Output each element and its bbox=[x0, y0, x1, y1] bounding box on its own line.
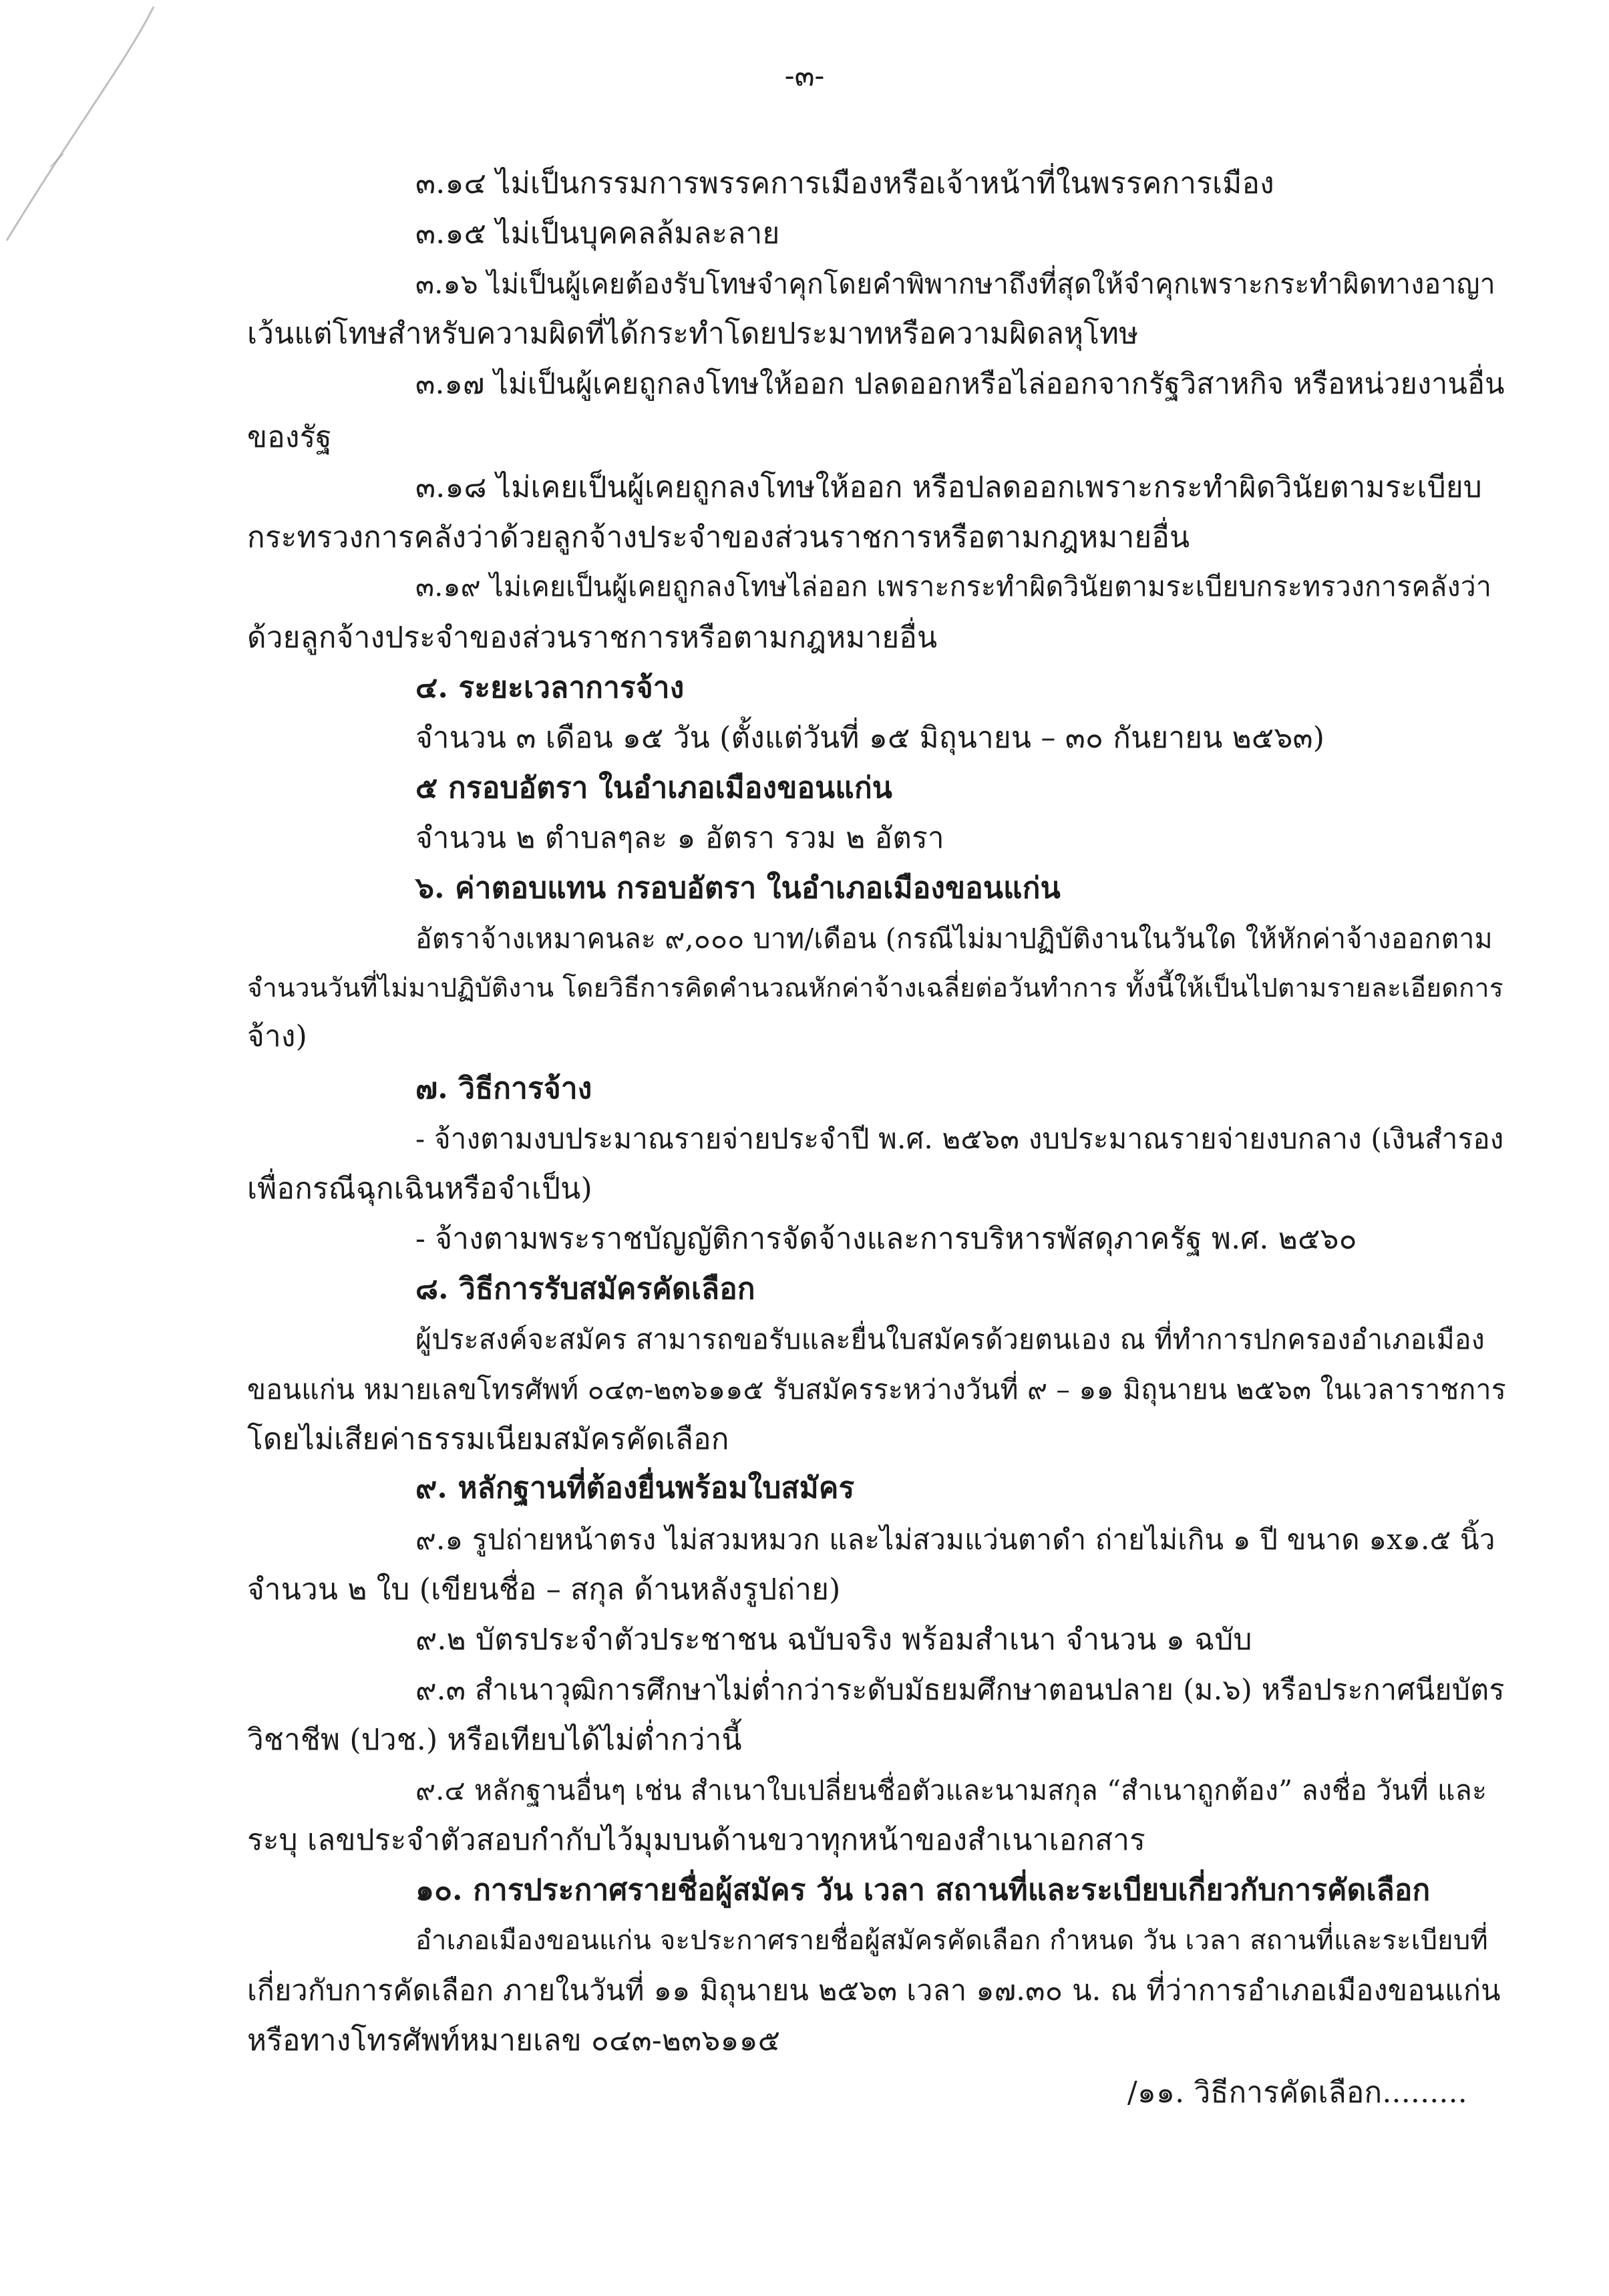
application-method-text-1: ผู้ประสงค์จะสมัคร สามารถขอรับและยื่นใบสมัครด้วยตนเอง ณ ที่ทำการปกครองอำเภอเมือง bbox=[415, 1323, 1485, 1355]
heading-10-announcement: ๑๐. การประกาศรายชื่อผู้สมัคร วัน เวลา สถานที่และระเบียบเกี่ยวกับการคัดเลือก bbox=[415, 1873, 1431, 1907]
heading-4-employment-period: ๔. ระยะเวลาการจ้าง bbox=[415, 671, 685, 705]
compensation-text-1: อัตราจ้างเหมาคนละ ๙,๐๐๐ บาท/เดือน (กรณีไม่มาปฏิบัติงานในวันใด ให้หักค่าจ้างออกตาม bbox=[415, 923, 1493, 955]
page-number: -๓- bbox=[784, 59, 825, 93]
required-document-9-4-cont: ระบุ เลขประจำตัวสอบกำกับไว้มุมบนด้านขวาทุกหน้าของสำเนาเอกสาร bbox=[247, 1823, 1145, 1857]
clause-3-15: ๓.๑๕ ไม่เป็นบุคคลล้มละลาย bbox=[415, 216, 780, 251]
heading-5-position-quota: ๕ กรอบอัตรา ในอำเภอเมืองขอนแก่น bbox=[415, 771, 893, 805]
employment-period-text: จำนวน ๓ เดือน ๑๕ วัน (ตั้งแต่วันที่ ๑๕ มิถุนายน – ๓๐ กันยายน ๒๕๖๓) bbox=[415, 721, 1325, 755]
clause-3-17-cont: ของรัฐ bbox=[247, 420, 332, 454]
clause-3-19-cont: ด้วยลูกจ้างประจำของส่วนราชการหรือตามกฎหมายอื่น bbox=[247, 621, 938, 655]
clause-3-18: ๓.๑๘ ไม่เคยเป็นผู้เคยถูกลงโทษให้ออก หรือปลดออกเพราะกระทำผิดวินัยตามระเบียบ bbox=[415, 470, 1482, 504]
required-document-9-2: ๙.๒ บัตรประจำตัวประชาชน ฉบับจริง พร้อมสำเนา จำนวน ๑ ฉบับ bbox=[415, 1623, 1252, 1657]
heading-8-application-method: ๘. วิธีการรับสมัครคัดเลือก bbox=[415, 1272, 755, 1306]
heading-7-hiring-method: ๗. วิธีการจ้าง bbox=[415, 1072, 592, 1106]
application-method-text-2: ขอนแก่น หมายเลขโทรศัพท์ ๐๔๓-๒๓๖๑๑๕ รับสมัครระหว่างวันที่ ๙ – ๑๑ มิถุนายน ๒๕๖๓ ในเวลาราชการ bbox=[247, 1373, 1506, 1406]
compensation-text-2: จำนวนวันที่ไม่มาปฏิบัติงาน โดยวิธีการคิดคำนวณหักค่าจ้างเฉลี่ยต่อวันทำการ ทั้งนี้ให้เป็นไปตามรายละเอียดการ bbox=[247, 973, 1503, 1003]
required-document-9-1: ๙.๑ รูปถ่ายหน้าตรง ไม่สวมหมวก และไม่สวมแว่นตาดำ ถ่ายไม่เกิน ๑ ปี ขนาด ๑x๑.๕ นิ้ว bbox=[415, 1523, 1495, 1556]
clause-3-17: ๓.๑๗ ไม่เป็นผู้เคยถูกลงโทษให้ออก ปลดออกหรือไล่ออกจากรัฐวิสาหกิจ หรือหน่วยงานอื่น bbox=[415, 367, 1505, 401]
required-document-9-3-cont: วิชาชีพ (ปวช.) หรือเทียบได้ไม่ต่ำกว่านี้ bbox=[247, 1723, 742, 1757]
clause-3-16: ๓.๑๖ ไม่เป็นผู้เคยต้องรับโทษจำคุกโดยคำพิพากษาถึงที่สุดให้จำคุกเพราะกระทำผิดทางอาญา bbox=[415, 268, 1495, 300]
required-document-9-3: ๙.๓ สำเนาวุฒิการศึกษาไม่ต่ำกว่าระดับมัธยมศึกษาตอนปลาย (ม.๖) หรือประกาศนียบัตร bbox=[415, 1673, 1505, 1707]
clause-3-18-cont: กระทรวงการคลังว่าด้วยลูกจ้างประจำของส่วนราชการหรือตามกฎหมายอื่น bbox=[247, 520, 1190, 554]
clause-3-14: ๓.๑๔ ไม่เป็นกรรมการพรรคการเมืองหรือเจ้าหน้าที่ในพรรคการเมือง bbox=[415, 166, 1274, 200]
clause-3-19: ๓.๑๙ ไม่เคยเป็นผู้เคยถูกลงโทษไล่ออก เพราะกระทำผิดวินัยตามระเบียบกระทรวงการคลังว่า bbox=[415, 570, 1492, 603]
announcement-text-2: เกี่ยวกับการคัดเลือก ภายในวันที่ ๑๑ มิถุนายน ๒๕๖๓ เวลา ๑๗.๓๐ น. ณ ที่ว่าการอำเภอเมืองขอนแก่น bbox=[247, 1974, 1501, 2007]
hiring-method-item-2: - จ้างตามพระราชบัญญัติการจัดจ้างและการบริหารพัสดุภาครัฐ พ.ศ. ๒๕๖๐ bbox=[415, 1222, 1357, 1256]
announcement-text-1: อำเภอเมืองขอนแก่น จะประกาศรายชื่อผู้สมัครคัดเลือก กำหนด วัน เวลา สถานที่และระเบียบที่ bbox=[415, 1925, 1488, 1956]
hiring-method-item-1-cont: เพื่อกรณีฉุกเฉินหรือจำเป็น) bbox=[247, 1172, 592, 1206]
required-document-9-4: ๙.๔ หลักฐานอื่นๆ เช่น สำเนาใบเปลี่ยนชื่อตัวและนามสกุล “สำเนาถูกต้อง” ลงชื่อ วันที่ และ bbox=[415, 1774, 1487, 1806]
application-method-text-3: โดยไม่เสียค่าธรรมเนียมสมัครคัดเลือก bbox=[247, 1422, 729, 1456]
required-document-9-1-cont: จำนวน ๒ ใบ (เขียนชื่อ – สกุล ด้านหลังรูปถ่าย) bbox=[247, 1573, 841, 1607]
announcement-text-3: หรือทางโทรศัพท์หมายเลข ๐๔๓-๒๓๖๑๑๕ bbox=[247, 2023, 781, 2058]
hiring-method-item-1: - จ้างตามงบประมาณรายจ่ายประจำปี พ.ศ. ๒๕๖๓ งบประมาณรายจ่ายงบกลาง (เงินสำรอง bbox=[415, 1122, 1504, 1155]
clause-3-16-cont: เว้นแต่โทษสำหรับความผิดที่ได้กระทำโดยประมาทหรือความผิดลหุโทษ bbox=[247, 317, 1139, 351]
heading-6-compensation: ๖. ค่าตอบแทน กรอบอัตรา ในอำเภอเมืองขอนแก่น bbox=[415, 871, 1061, 905]
scan-smudge-mark bbox=[0, 0, 174, 267]
heading-9-required-documents: ๙. หลักฐานที่ต้องยื่นพร้อมใบสมัคร bbox=[415, 1471, 855, 1505]
position-quota-text: จำนวน ๒ ตำบลๆละ ๑ อัตรา รวม ๒ อัตรา bbox=[415, 821, 944, 855]
continuation-note: /๑๑. วิธีการคัดเลือก......... bbox=[1127, 2076, 1467, 2110]
compensation-text-3: จ้าง) bbox=[247, 1019, 307, 1053]
